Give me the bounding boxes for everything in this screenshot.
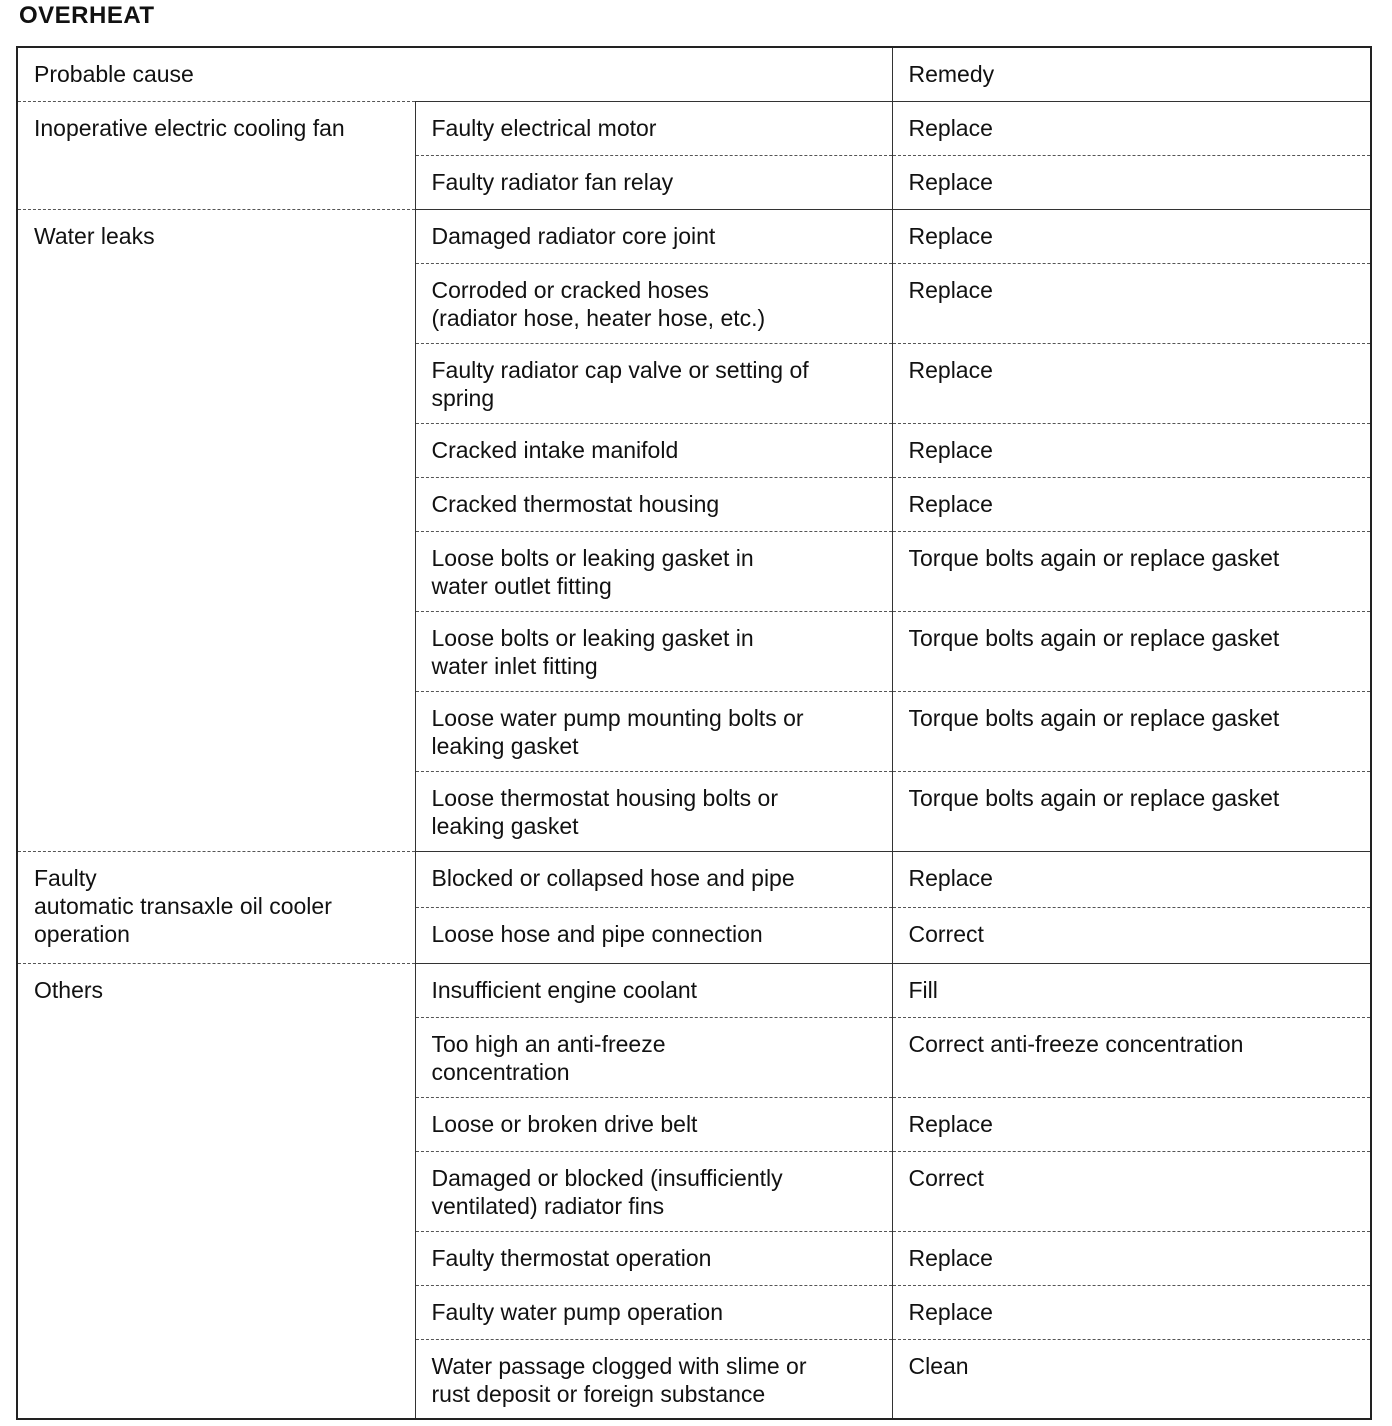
- cause-cell: [415, 963, 892, 1017]
- table-row: [17, 851, 1371, 907]
- category-label: Others: [34, 976, 104, 1003]
- remedy-cell: [892, 209, 1371, 263]
- cause-cell: [415, 155, 892, 209]
- cause-text: Cracked thermostat housing: [431, 490, 720, 517]
- cause-cell: [415, 209, 892, 263]
- cause-text: Insufficient engine coolant: [431, 976, 698, 1003]
- cause-cell: [415, 691, 892, 771]
- remedy-text: Replace: [908, 1110, 993, 1137]
- cause-text: Blocked or collapsed hose and pipe: [431, 864, 795, 891]
- remedy-cell: [892, 477, 1371, 531]
- remedy-text: Replace: [908, 276, 993, 303]
- remedy-cell: [892, 423, 1371, 477]
- cause-cell: [415, 1285, 892, 1339]
- cause-text: Loose thermostat housing bolts or leaking gasket: [431, 784, 778, 839]
- remedy-cell: [892, 611, 1371, 691]
- cause-cell: [415, 771, 892, 851]
- cause-cell: [415, 423, 892, 477]
- cause-text: Loose or broken drive belt: [431, 1110, 698, 1137]
- cause-text: Damaged or blocked (insufficiently ventilated) radiator fins: [431, 1164, 783, 1219]
- category-cell: [17, 101, 415, 209]
- remedy-cell: [892, 1339, 1371, 1419]
- cause-text: Water passage clogged with slime or rust deposit or foreign substance: [431, 1352, 807, 1407]
- table-body: [17, 47, 1371, 1419]
- header-probable-cause: [17, 47, 892, 101]
- cause-cell: [415, 1339, 892, 1419]
- header-probable-cause-label: Probable cause: [34, 61, 194, 87]
- cause-cell: [415, 1097, 892, 1151]
- cause-cell: [415, 1231, 892, 1285]
- remedy-text: Replace: [908, 356, 993, 383]
- remedy-cell: [892, 531, 1371, 611]
- header-row: [17, 47, 1371, 101]
- category-label: Inoperative electric cooling fan: [34, 114, 345, 141]
- category-cell: [17, 851, 415, 963]
- page-title: OVERHEAT: [19, 2, 155, 29]
- remedy-text: Replace: [908, 436, 993, 463]
- remedy-text: Correct: [908, 920, 984, 947]
- troubleshooting-table: [16, 46, 1372, 1420]
- cause-cell: [415, 611, 892, 691]
- remedy-cell: [892, 1151, 1371, 1231]
- table-row: [17, 101, 1371, 155]
- remedy-cell: [892, 1017, 1371, 1097]
- remedy-text: Replace: [908, 864, 993, 891]
- remedy-text: Torque bolts again or replace gasket: [908, 624, 1280, 651]
- remedy-text: Correct anti-freeze concentration: [908, 1030, 1244, 1057]
- cause-text: Faulty radiator cap valve or setting of spring: [431, 356, 809, 411]
- remedy-cell: [892, 691, 1371, 771]
- remedy-cell: [892, 907, 1371, 963]
- remedy-text: Replace: [908, 222, 993, 249]
- cause-cell: [415, 101, 892, 155]
- remedy-text: Torque bolts again or replace gasket: [908, 784, 1280, 811]
- cause-text: Too high an anti-freeze concentration: [431, 1030, 666, 1085]
- cause-text: Faulty water pump operation: [431, 1298, 723, 1325]
- remedy-text: Replace: [908, 490, 993, 517]
- remedy-text: Correct: [908, 1164, 984, 1191]
- cause-cell: [415, 343, 892, 423]
- remedy-cell: [892, 1097, 1371, 1151]
- remedy-text: Replace: [908, 1244, 993, 1271]
- category-cell: [17, 209, 415, 851]
- cause-text: Loose water pump mounting bolts or leaking gasket: [431, 704, 804, 759]
- cause-cell: [415, 263, 892, 343]
- remedy-text: Clean: [908, 1352, 969, 1379]
- cause-cell: [415, 907, 892, 963]
- remedy-cell: [892, 851, 1371, 907]
- category-label: Water leaks: [34, 222, 155, 249]
- cause-text: Damaged radiator core joint: [431, 222, 716, 249]
- cause-text: Loose bolts or leaking gasket in water inlet fitting: [431, 624, 754, 679]
- remedy-cell: [892, 343, 1371, 423]
- remedy-cell: [892, 155, 1371, 209]
- cause-cell: [415, 1017, 892, 1097]
- header-remedy-label: Remedy: [908, 61, 995, 87]
- cause-text: Faulty thermostat operation: [431, 1244, 712, 1271]
- remedy-text: Replace: [908, 168, 993, 195]
- remedy-cell: [892, 963, 1371, 1017]
- cause-cell: [415, 851, 892, 907]
- cause-cell: [415, 531, 892, 611]
- cause-cell: [415, 1151, 892, 1231]
- cause-text: Loose hose and pipe connection: [431, 920, 763, 947]
- cause-text: Faulty electrical motor: [431, 114, 657, 141]
- cause-text: Faulty radiator fan relay: [431, 168, 674, 195]
- header-remedy: [892, 47, 1371, 101]
- remedy-text: Torque bolts again or replace gasket: [908, 704, 1280, 731]
- remedy-cell: [892, 1231, 1371, 1285]
- table-row: [17, 963, 1371, 1017]
- remedy-text: Replace: [908, 1298, 993, 1325]
- cause-text: Loose bolts or leaking gasket in water outlet fitting: [431, 544, 754, 599]
- remedy-text: Torque bolts again or replace gasket: [908, 544, 1280, 571]
- cause-text: Corroded or cracked hoses (radiator hose, heater hose, etc.): [431, 276, 766, 331]
- remedy-text: Fill: [908, 976, 938, 1003]
- remedy-text: Replace: [908, 114, 993, 141]
- cause-cell: [415, 477, 892, 531]
- category-label: Faulty automatic transaxle oil cooler operation: [34, 864, 332, 947]
- remedy-cell: [892, 771, 1371, 851]
- cause-text: Cracked intake manifold: [431, 436, 679, 463]
- remedy-cell: [892, 263, 1371, 343]
- category-cell: [17, 963, 415, 1419]
- remedy-cell: [892, 1285, 1371, 1339]
- remedy-cell: [892, 101, 1371, 155]
- table-row: [17, 209, 1371, 263]
